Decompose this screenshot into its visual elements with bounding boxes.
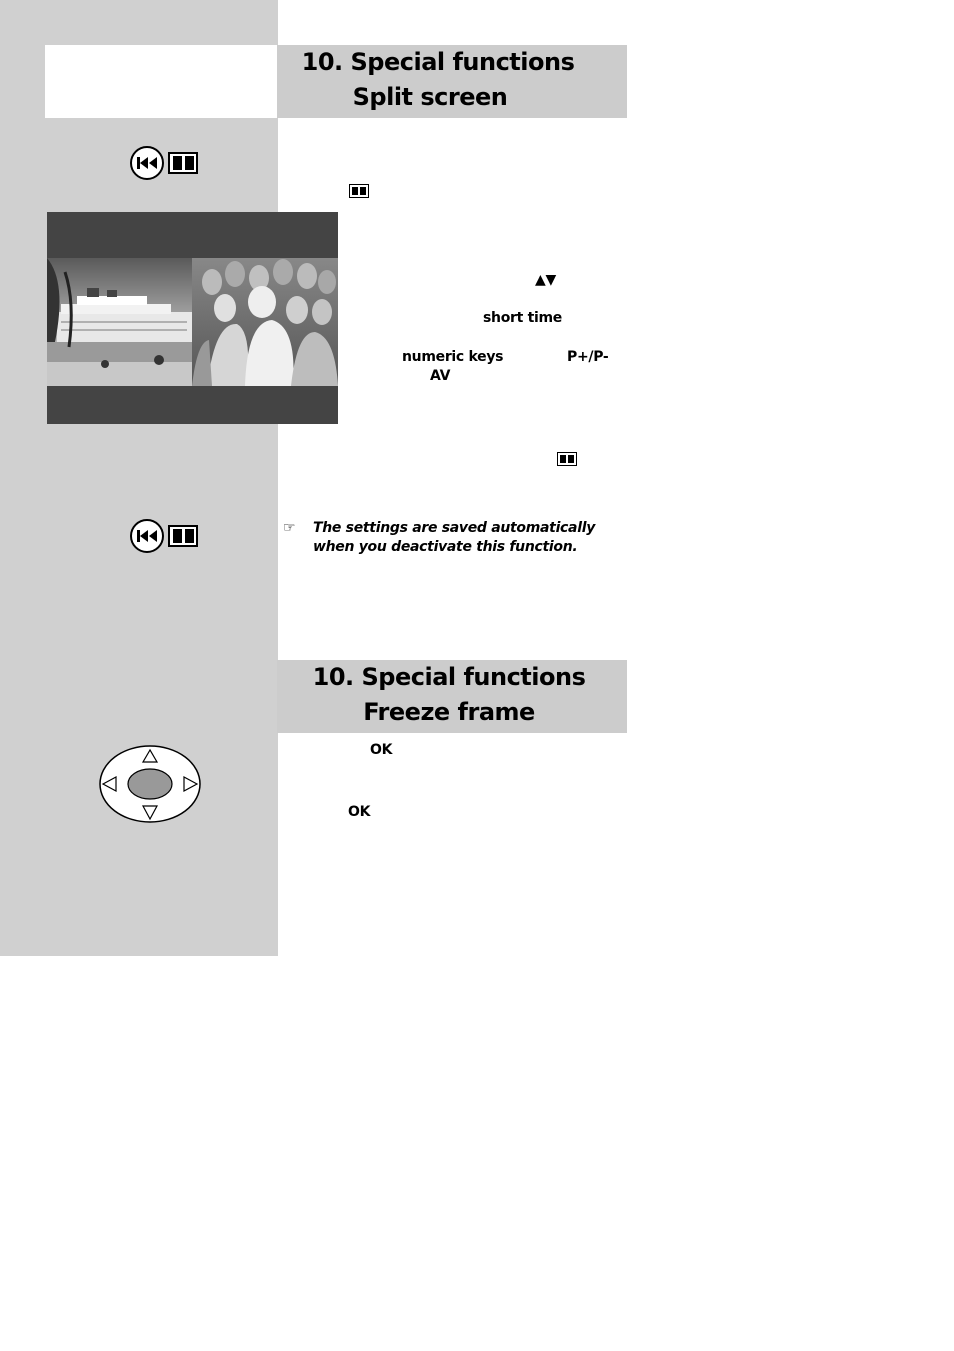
note-text: The settings are saved automatically when you deactivate this function. [313,520,596,555]
split-screen-icon [349,184,369,198]
av-key-label: AV [430,368,451,384]
section-title-line2: Freeze frame [363,698,535,726]
split-screen-icon [168,525,198,547]
up-down-arrow-keys: ▲▼ [535,272,556,288]
tv-split-screen-illustration [47,212,338,424]
rewind-icon [130,519,164,553]
section-title-line1: 10. Special functions [312,663,586,691]
section-header-freeze-frame [277,660,627,733]
section-header-split-screen [277,45,627,118]
section-title-line1: 10. Special functions [301,48,575,76]
remote-keys-split-off [130,519,198,553]
split-screen-icon [168,152,198,174]
split-screen-icon [557,452,577,466]
pointing-hand-icon: ☞ [283,520,296,536]
program-keys-label: P+/P- [567,349,609,365]
numeric-keys-label: numeric keys [402,349,504,365]
ok-key-label: OK [348,804,371,820]
ok-key-label: OK [370,742,393,758]
remote-keys-split-on [130,146,198,180]
rewind-icon [130,146,164,180]
section-title-line2: Split screen [352,83,508,111]
dpad-icon [98,744,202,824]
short-time-label: short time [483,310,562,326]
